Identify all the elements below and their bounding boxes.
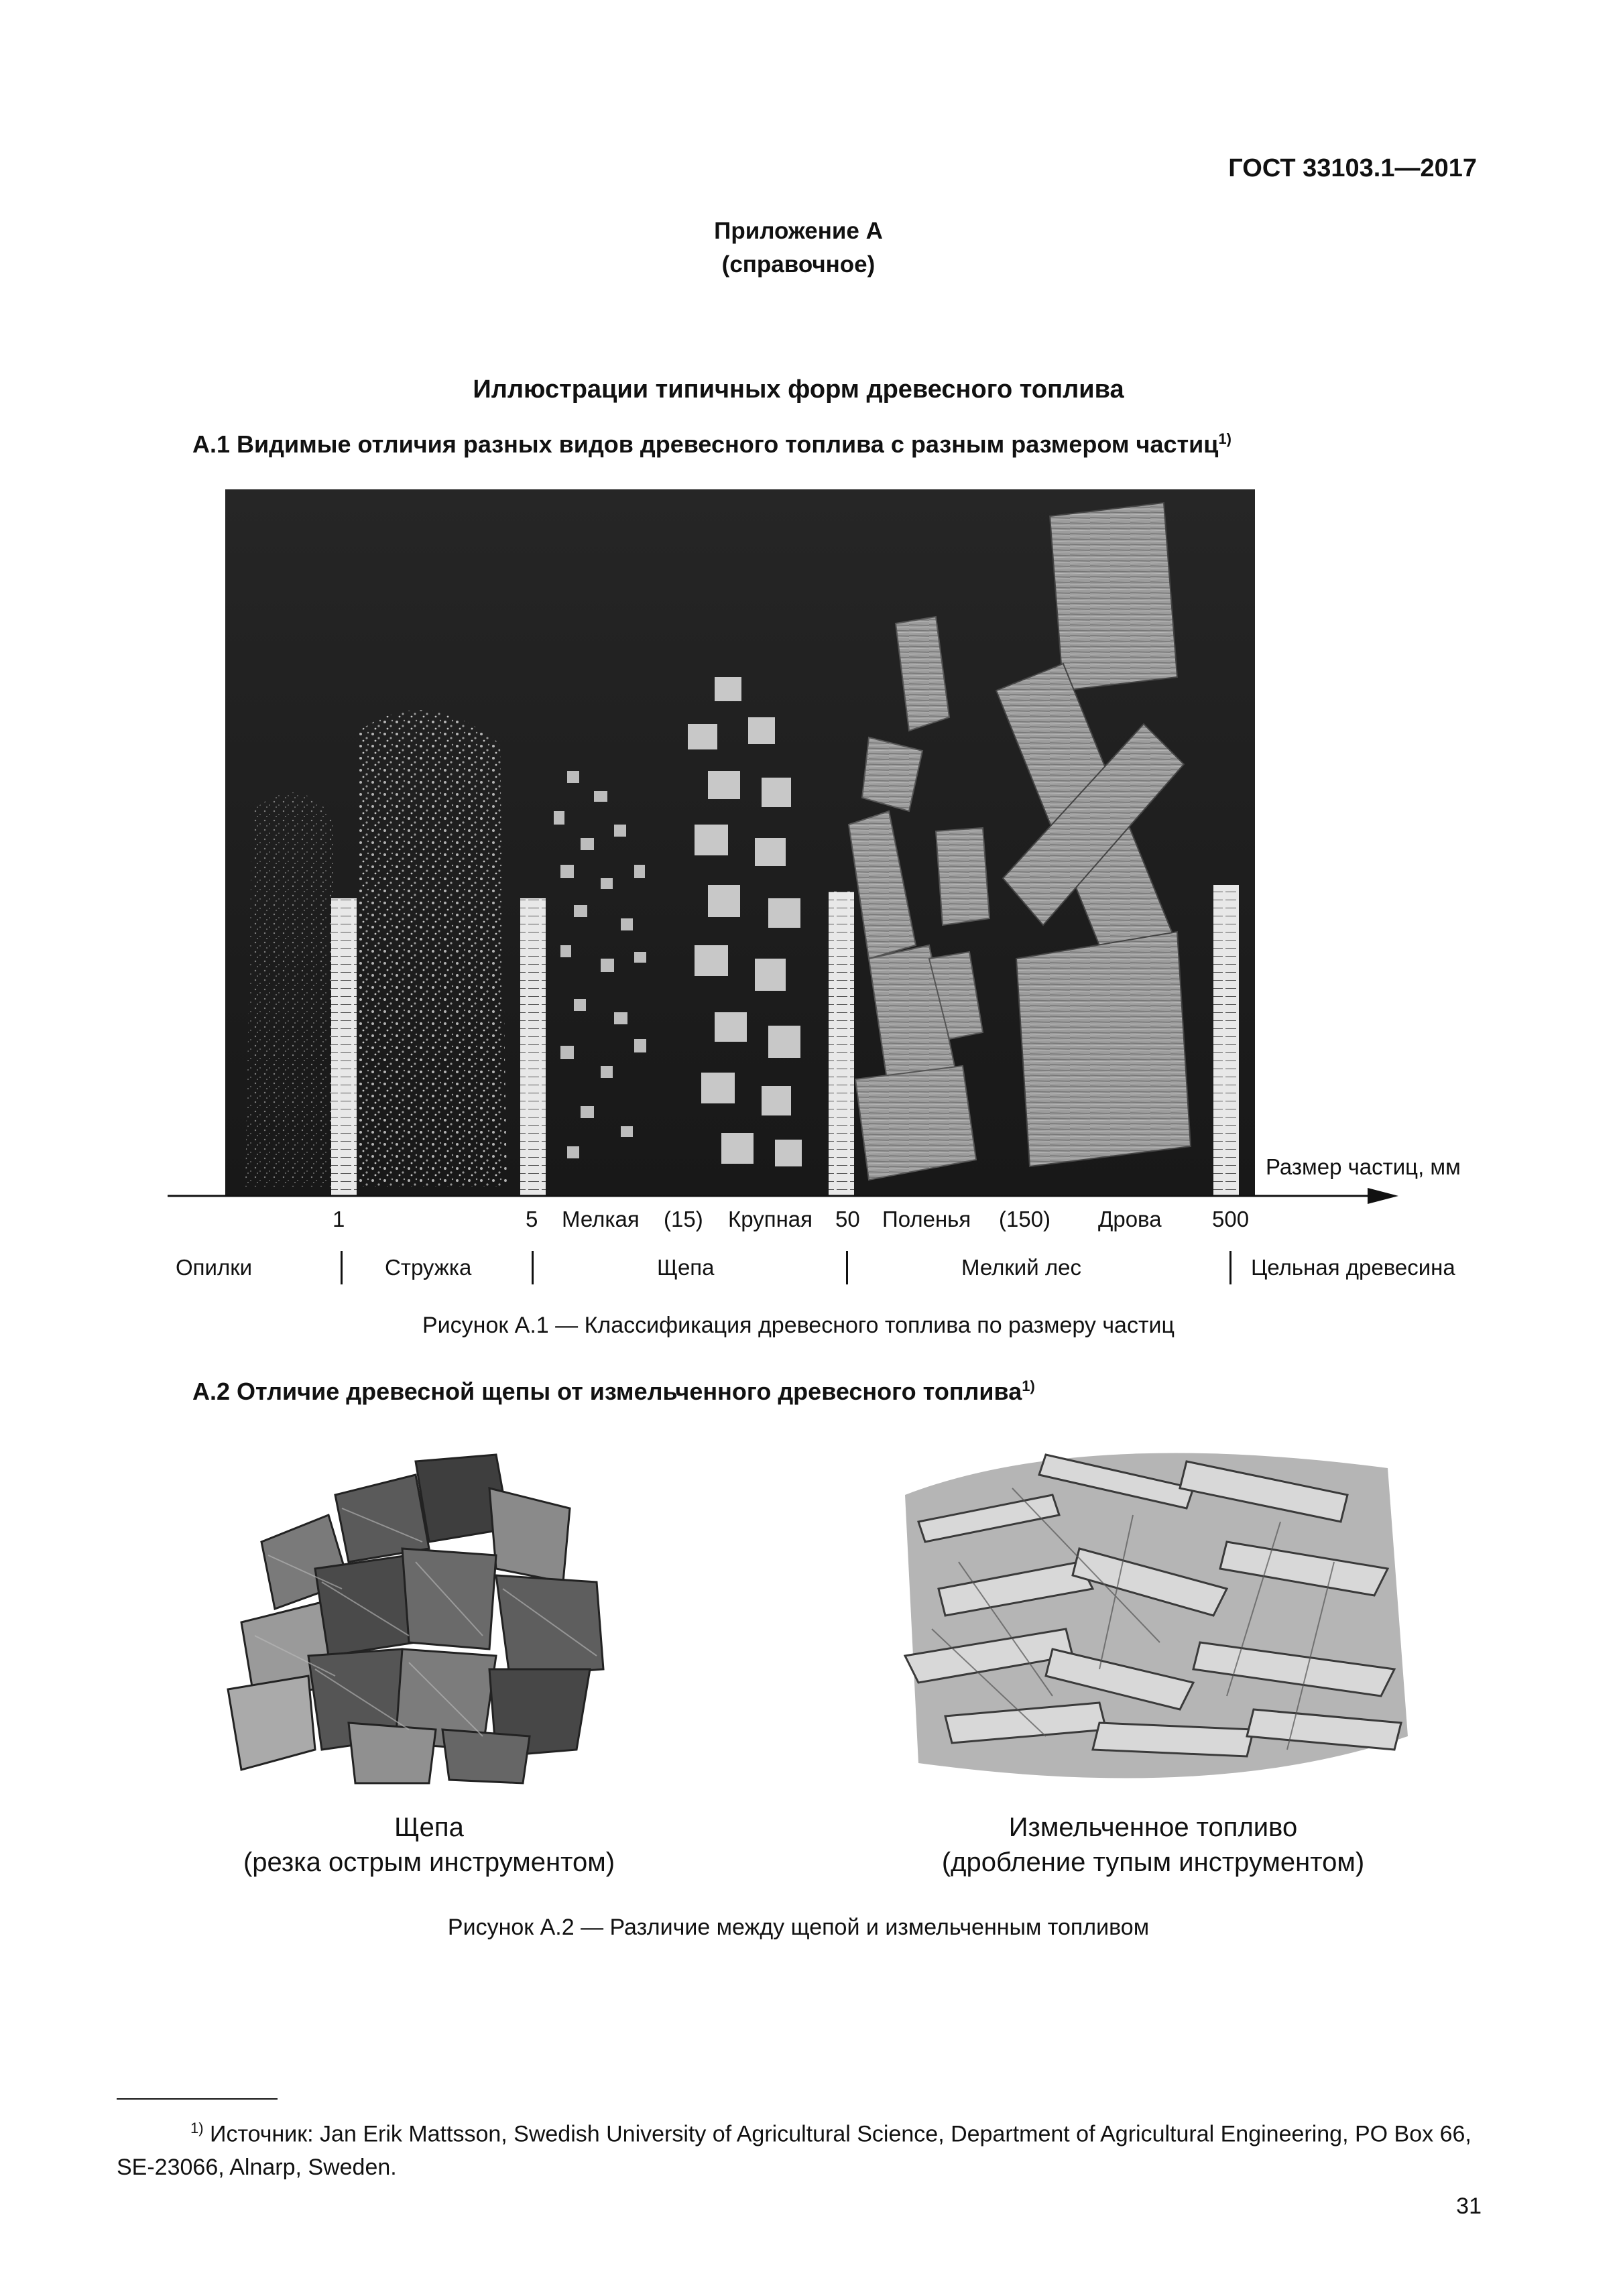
scale-label: 500 [1212,1207,1250,1231]
category-label: Опилки [176,1255,253,1280]
scale-label: (15) [664,1207,703,1231]
shredded-fuel-photo [878,1414,1415,1810]
category-label: Щепа [657,1255,715,1280]
figure-a2-caption: Рисунок А.2 — Различие между щепой и измельченным топливом [447,1915,1150,1940]
chips-caption-title: Щепа [394,1813,464,1842]
scale-label: Крупная [728,1207,813,1231]
scale-label: 5 [526,1207,538,1231]
footnote-ref: 1) [1218,430,1231,447]
appendix-heading [0,215,1597,282]
chips-caption [201,1810,657,1880]
category-separator [1229,1251,1231,1284]
category-label: Стружка [385,1255,472,1280]
category-separator [341,1251,343,1284]
category-label: Цельная древесина [1251,1255,1455,1280]
figure-a1-caption: Рисунок А.1 — Классификация древесного топлива по размеру частиц [422,1313,1175,1338]
scale-label: 1 [333,1207,345,1231]
appendix-subtitle: (справочное) [721,251,876,278]
category-separator [846,1251,848,1284]
axis-label: Размер частиц, мм [1266,1154,1461,1179]
footnote [117,2112,1491,2184]
category-label: Мелкий лес [961,1255,1081,1280]
footnote-mark: 1) [190,2120,204,2136]
chips-caption-subtitle: (резка острым инструментом) [243,1848,615,1877]
section-a2-title: А.2 Отличие древесной щепы от измельченного древесного топлива [192,1378,1022,1405]
wood-fuel-photo [225,489,1255,1197]
footnote-rule [117,2098,278,2100]
section-a1-heading [192,430,1231,459]
shredded-caption [865,1810,1441,1880]
scale-label: Поленья [882,1207,971,1231]
section-a2-heading [192,1378,1035,1406]
shredded-caption-subtitle: (дробление тупым инструментом) [941,1848,1365,1877]
scale-label: Мелкая [562,1207,640,1231]
standard-number: ГОСТ 33103.1—2017 [1228,154,1477,182]
scale-label: 50 [835,1207,860,1231]
shredded-caption-title: Измельченное топливо [1008,1813,1298,1842]
wood-chips-photo [215,1435,630,1790]
scale-label: Дрова [1098,1207,1162,1231]
main-title: Иллюстрации типичных форм древесного топлива [473,375,1124,404]
footnote-ref: 1) [1022,1378,1035,1394]
page-number: 31 [1456,2193,1482,2219]
category-separator [532,1251,534,1284]
scale-label: (150) [999,1207,1051,1231]
footnote-text: Источник: Jan Erik Mattsson, Swedish University of Agricultural Science, Department of Agricultural Engineering, PO Box 66, SE-23066, Alnarp, Sweden. [117,2121,1471,2181]
section-a1-title: А.1 Видимые отличия разных видов древесного топлива с разным размером частиц [192,430,1219,458]
appendix-title: Приложение А [714,218,883,244]
